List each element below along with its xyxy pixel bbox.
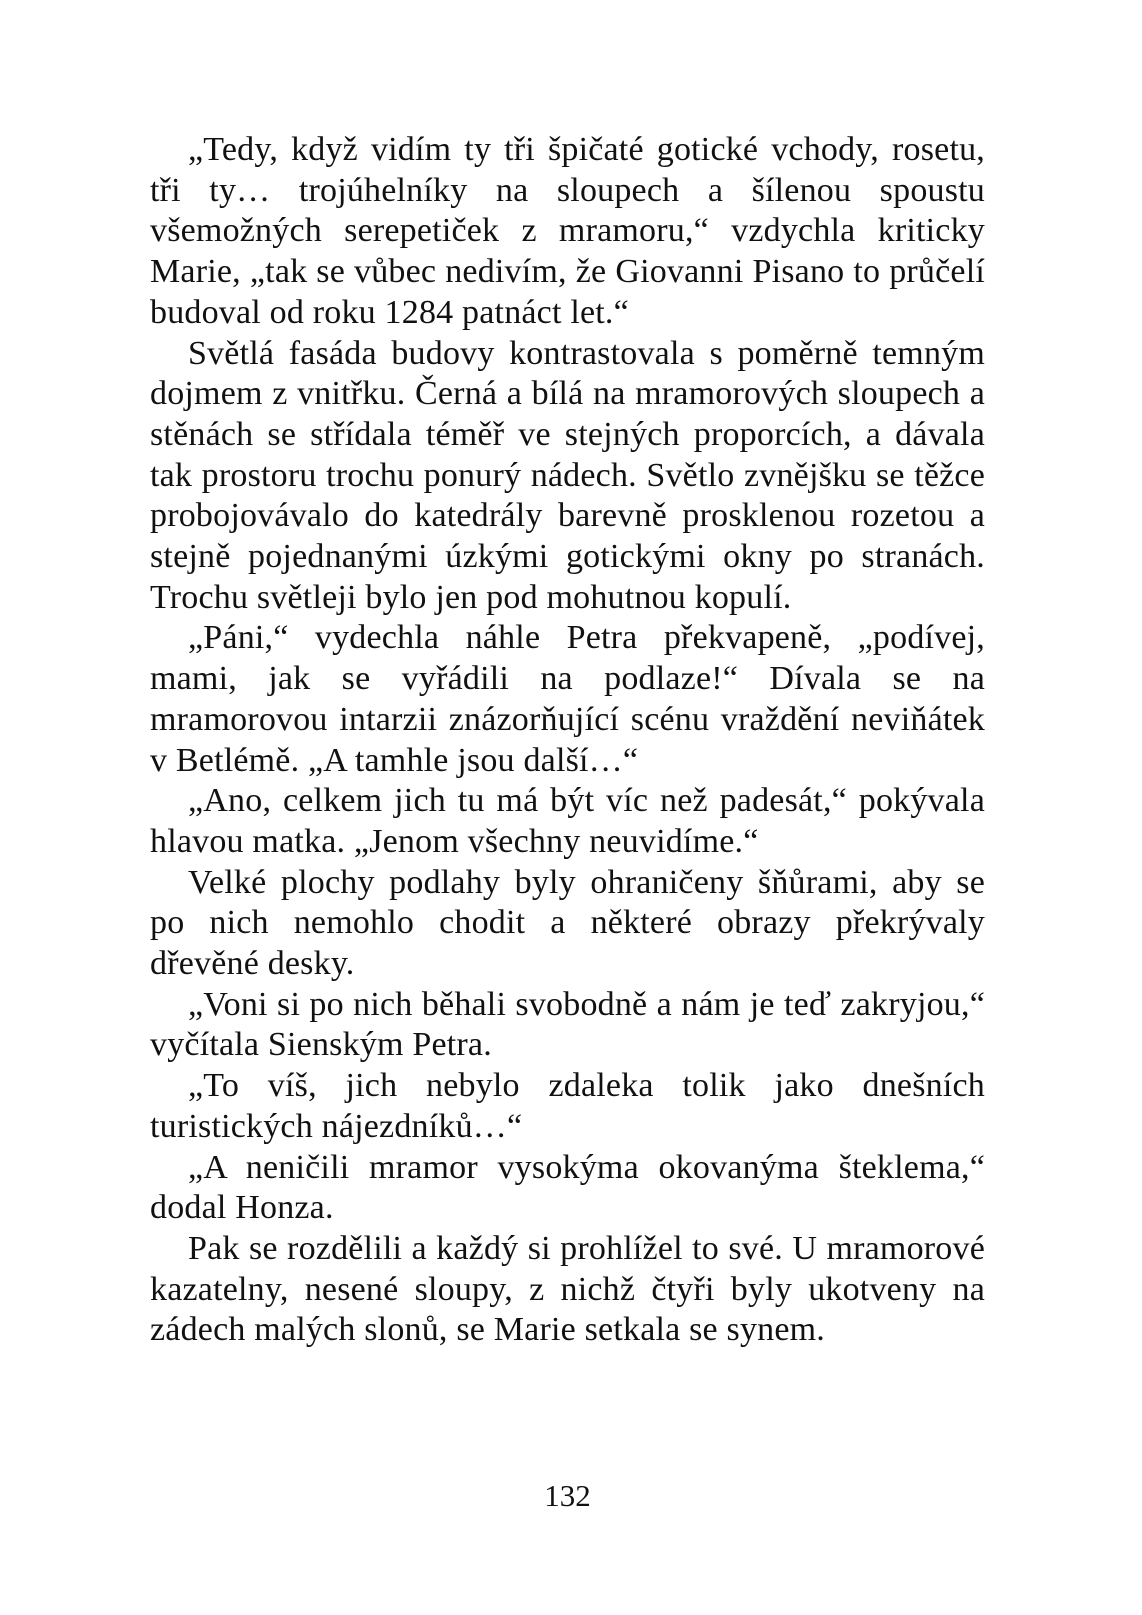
paragraph: Velké plochy podlahy byly ohraničeny šňůrami, aby se po nich nemohlo chodit a některé obrazy překrývaly dřevěné desky. <box>150 863 985 983</box>
paragraph: „Páni,“ vydechla náhle Petra překvapeně, „podívej, mami, jak se vyřádili na podlaze!“ Dívala se na mramorovou intarzii znázorňující scénu vraždění neviňátek v Betlémě. „A tamhle jsou další…“ <box>150 619 985 779</box>
paragraph: „Voni si po nich běhali svobodně a nám je teď zakryjou,“ vyčítala Sienským Petra. <box>150 985 985 1064</box>
paragraph: „A neničili mramor vysokýma okovanýma šteklema,“ dodal Honza. <box>150 1148 985 1227</box>
paragraph: „Ano, celkem jich tu má být víc než padesát,“ pokývala hlavou matka. „Jenom všechny neuvidíme.“ <box>150 782 985 860</box>
paragraph: „Tedy, když vidím ty tři špičaté gotické vchody, rosetu, tři ty… trojúhelníky na sloupech a šílenou spoustu všemožných serepetiček z mramoru,“ vzdychla kriticky Marie, „tak se vůbec nedivím, že Giovanni Pisano to průčelí budoval od roku 1284 patnáct let.“ <box>150 131 985 331</box>
paragraph: Světlá fasáda budovy kontrastovala s poměrně temným dojmem z vnitřku. Černá a bílá na mramorových sloupech a stěnách se střídala téměř ve stejných proporcích, a dávala tak prostoru trochu ponurý nádech. Světlo zvnějšku se těžce probojovávalo do katedrály barevně prosklenou rozetou a stejně pojednanými úzkými gotickými okny po stranách. Trochu světleji bylo jen pod mohutnou kopulí. <box>150 334 985 616</box>
page-number: 132 <box>544 1478 591 1513</box>
text-block <box>150 130 985 1351</box>
paragraph: Pak se rozdělili a každý si prohlížel to své. U mramorové kazatelny, nesené sloupy, z nichž čtyři byly ukotveny na zádech malých slonů, se Marie setkala se synem. <box>150 1229 985 1349</box>
paragraph: „To víš, jich nebylo zdaleka tolik jako dnešních turistických nájezdníků…“ <box>150 1067 985 1145</box>
